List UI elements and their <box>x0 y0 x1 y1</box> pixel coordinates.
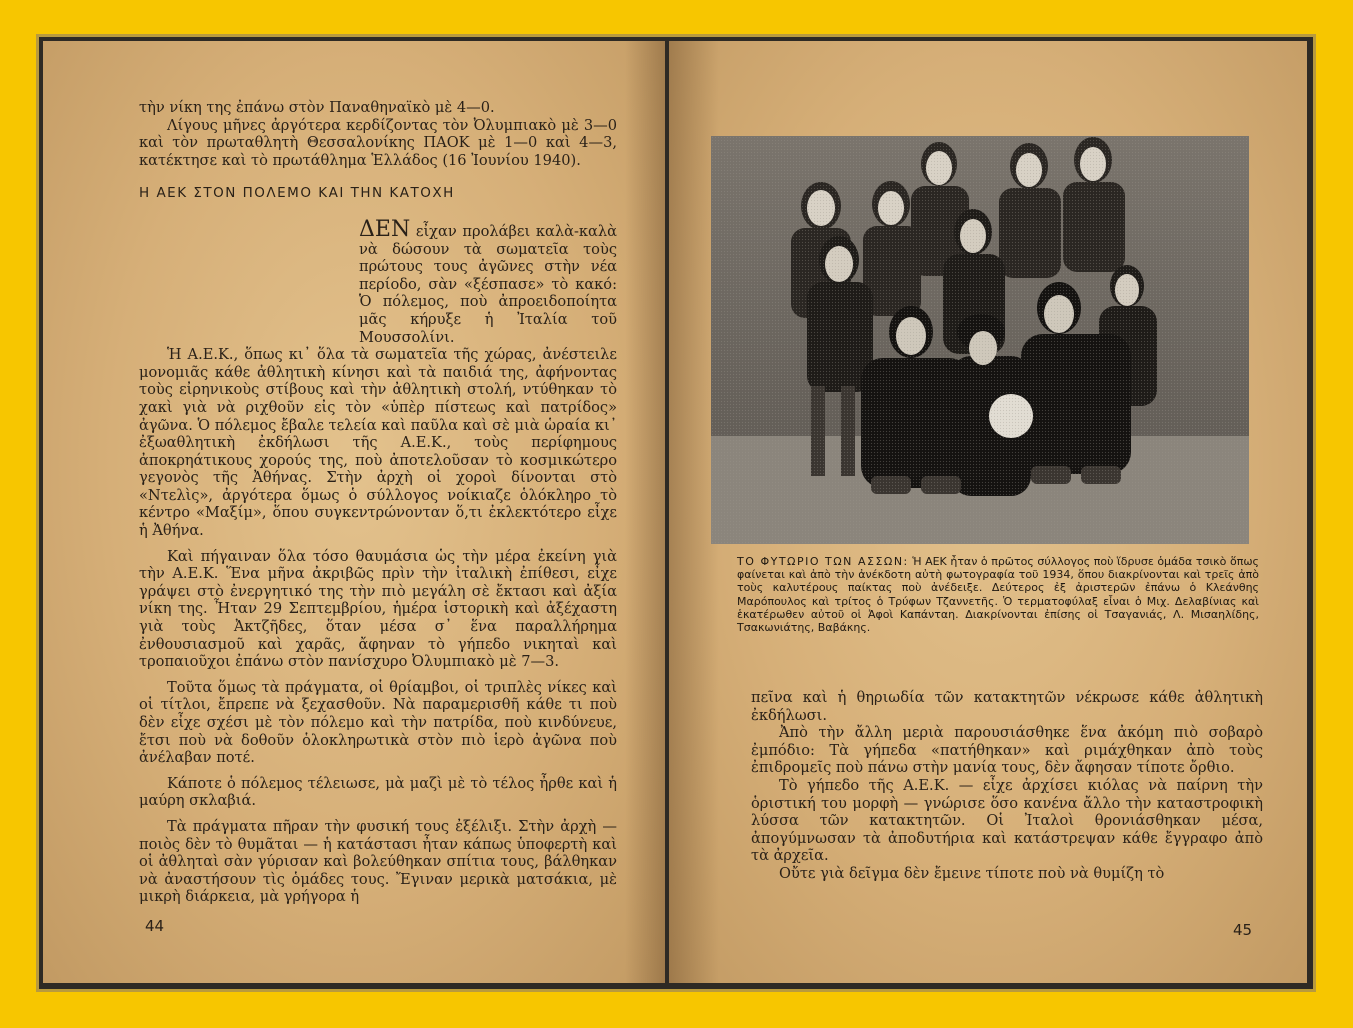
paragraph: Ἀπὸ τὴν ἄλλη μεριὰ παρουσιάσθηκε ἕνα ἀκόμη πιὸ σοβαρὸ ἐμπόδιο: Τὰ γήπεδα «πατήθηκαν» καὶ ριμάχθηκαν ἀπὸ τοὺς ἐπιδρομεῖς ποὺ πάνω στὴν μανία τους, δὲν ἄφησαν τίποτε ὄρθιο. <box>751 724 1263 777</box>
team-photo <box>711 136 1249 544</box>
gutter-shadow <box>625 41 665 983</box>
paragraph: Τὰ πράγματα πῆραν τὴν φυσική τους ἐξέλιξι. Στὴν ἀρχὴ — ποιὸς δὲν τὸ θυμᾶται — ἡ κατάστασι ἦταν κάπως ὑποφερτὴ καὶ οἱ ἀθληταὶ σὰν γύρισαν καὶ βολεύθηκαν σπίτια τους, βάλθηκαν νὰ ἀναστήσουν τὶς ὁμάδες τους. Ἔγιναν μερικὰ ματσάκια, μὲ μικρὴ διάρκεια, μὰ γρήγορα ἡ <box>139 817 617 906</box>
right-page-text <box>751 689 1263 883</box>
opening-paragraph <box>139 216 617 346</box>
paragraph: Τοῦτα ὅμως τὰ πράγματα, οἱ θρίαμβοι, οἱ τριπλὲς νίκες καὶ οἱ τίτλοι, ἔπρεπε νὰ ξεχασθοῦν. Νὰ παραμερισθῆ κάθε τι ποὺ δὲν εἶχε σχέσι μὲ τὸν πόλεμο καὶ τὴν πατρίδα, ποὺ κινδύνευε, ἔτσι ποὺ νὰ δοθοῦν ὁλοκληρωτικὰ στὸν πιὸ ἱερὸ ἀγῶνα ποὺ ἀνέλαβαν ποτέ. <box>139 678 617 767</box>
paragraph: Οὔτε γιὰ δεῖγμα δὲν ἔμεινε τίποτε ποὺ νὰ θυμίζη τὸ <box>779 864 1165 882</box>
caption-title: ΤΟ ΦΥΤΩΡΙΟ ΤΩΝ ΑΣΣΩΝ: <box>737 555 909 568</box>
paragraph: Κάποτε ὁ πόλεμος τέλειωσε, μὰ μαζὶ μὲ τὸ τέλος ἦρθε καὶ ἡ μαύρη σκλαβιά. <box>139 774 617 810</box>
caption-text: Ἡ ΑΕΚ ἦταν ὁ πρῶτος σύλλογος ποὺ ἵδρυσε ὁμάδα τσικὸ ὅπως φαίνεται καὶ ἀπὸ τὴν ἀνέκδοτη αὐτὴ φωτογραφία τοῦ 1934, ὅπου διακρίνονται καὶ τρεῖς ἀπὸ τοὺς καλυτέρους παίκτας ποὺ ἀνέδειξε. Δεύτερος ἐξ ἀριστερῶν ἐπάνω ὁ Κλεάνθης Μαρόπουλος καὶ τρίτος ὁ Τρύφων Τζαννετῆς. Ὁ τερματοφύλαξ εἶναι ὁ Μιχ. Δελαβίνιας καὶ ἑκατέρωθεν αὐτοῦ οἱ Ἀφοὶ Καπάνταη. Διακρίνονται ἐπίσης οἱ Τσαγανιάς, Λ. Μισαηλίδης, Τσακωνιάτης, Βαβάκης. <box>737 555 1259 635</box>
paragraph: Λίγους μῆνες ἀργότερα κερδίζοντας τὸν Ὀλυμπιακὸ μὲ 3—0 καὶ τὸν πρωταθλητὴ Θεσσαλονίκης ΠΑΟΚ μὲ 1—0 καὶ 4—3, κατέκτησε καὶ τὸ πρωτάθλημα Ἑλλάδος (16 Ἰουνίου 1940). <box>139 116 617 169</box>
paragraph: πεῖνα καὶ ἡ θηριωδία τῶν κατακτητῶν νέκρωσε κάθε ἀθλητικὴ ἐκδήλωσι. <box>751 689 1263 724</box>
book-scan <box>36 34 1316 992</box>
paragraph: Καὶ πήγαιναν ὅλα τόσο θαυμάσια ὡς τὴν μέρα ἐκείνη γιὰ τὴν Α.Ε.Κ. Ἕνα μῆνα ἀκριβῶς πρὶν τὴν ἰταλικὴ ἐπίθεσι, εἶχε γράψει στὸ ἐνεργητικό της τὴν πιὸ μεγάλη σὲ ἔκτασι καὶ ἀξία νίκη της. Ἦταν 29 Σεπτεμβρίου, ἡμέρα ἱστορικὴ καὶ ἀξέχαστη γιὰ τοὺς Ἀκτζῆδες, ὅταν μέσα σ᾽ ἕνα παραλλήρημα ἐνθουσιασμοῦ καὶ χαρᾶς, ἄφηναν τὸ γήπεδο νικηταὶ καὶ τροπαιοῦχοι ἐπάνω στὸν πανίσχυρο Ὀλυμπιακὸ μὲ 7—3. <box>139 547 617 671</box>
team-photo-image <box>711 136 1249 544</box>
paragraph: Ἡ Α.Ε.Κ., ὅπως κι᾽ ὅλα τὰ σωματεῖα τῆς χώρας, ἀνέστειλε μονομιᾶς κάθε ἀθλητικὴ κίνησι καὶ τὰ παιδιά της, ἀφήνοντας τοὺς εἰρηνικοὺς στίβους καὶ τὴν ἀθλητικὴ στολή, ντύθηκαν τὸ χακὶ γιὰ νὰ ριχθοῦν εἰς τὸν «ὑπὲρ πίστεως καὶ πατρίδος» ἀγῶνα. Ὁ πόλεμος ἔβαλε τελεία καὶ παῦλα καὶ σὲ μιὰ ὡραία κι᾽ ἐξωαθλητικὴ ἐκδήλωσι τῆς Α.Ε.Κ., τοὺς περίφημους ἀποκρηάτικους χορούς της, ποὺ ἀποτελοῦσαν τὸ κοσμικώτερο γεγονὸς τῆς Ἀθήνας. Στὴν ἀρχὴ οἱ χοροὶ δίνονται στὸ «Ντελὶς», ἀργότερα ὅμως ὁ σύλλογος νοίκιαζε ὁλόκληρο τὸ κέντρο «Μαξίμ», ὅπου συγκεντρώνονταν ὅ,τι ἐκλεκτότερο εἶχε ἡ Ἀθήνα. <box>139 346 617 540</box>
paragraph: Τὸ γήπεδο τῆς Α.Ε.Κ. — εἶχε ἀρχίσει κιόλας νὰ παίρνη τὴν ὁριστική του μορφὴ — γνώρισε ὅσο κανένα ἄλλο τὴν καταστροφικὴ λύσσα τῶν κατακτητῶν. Οἱ Ἰταλοὶ θρονιάσθηκαν μέσα, ἀπογύμνωσαν τὰ ἀποδυτήρια καὶ κατάστρεψαν κάθε ἔγγραφο ἀπὸ τὰ ἀρχεῖα. <box>751 776 1263 865</box>
opening-text: εἶχαν προλάβει καλὰ-καλὰ νὰ δώσουν τὰ σωματεῖα τοὺς πρώτους τους ἀγῶνες στὴν νέα περίοδο, σὰν «ξέσπασε» τὸ κακό: Ὁ πόλεμος, ποὺ ἀπροειδοποίητα μᾶς κήρυξε ἡ Ἰταλία τοῦ Μουσσολίνι. <box>359 222 617 346</box>
right-page <box>669 41 1307 983</box>
page-number: 44 <box>145 917 165 935</box>
photo-caption <box>737 555 1259 634</box>
drop-cap: ΔΕΝ <box>359 216 411 242</box>
paragraph: τὴν νίκη της ἐπάνω στὸν Παναθηναϊκὸ μὲ 4—0. <box>139 99 495 116</box>
section-heading: Η ΑΕΚ ΣΤΟΝ ΠΟΛΕΜΟ ΚΑΙ ΤΗΝ ΚΑΤΟΧΗ <box>139 185 455 202</box>
page-number: 45 <box>1233 921 1253 939</box>
left-page-text <box>139 99 617 906</box>
left-page <box>43 41 665 983</box>
